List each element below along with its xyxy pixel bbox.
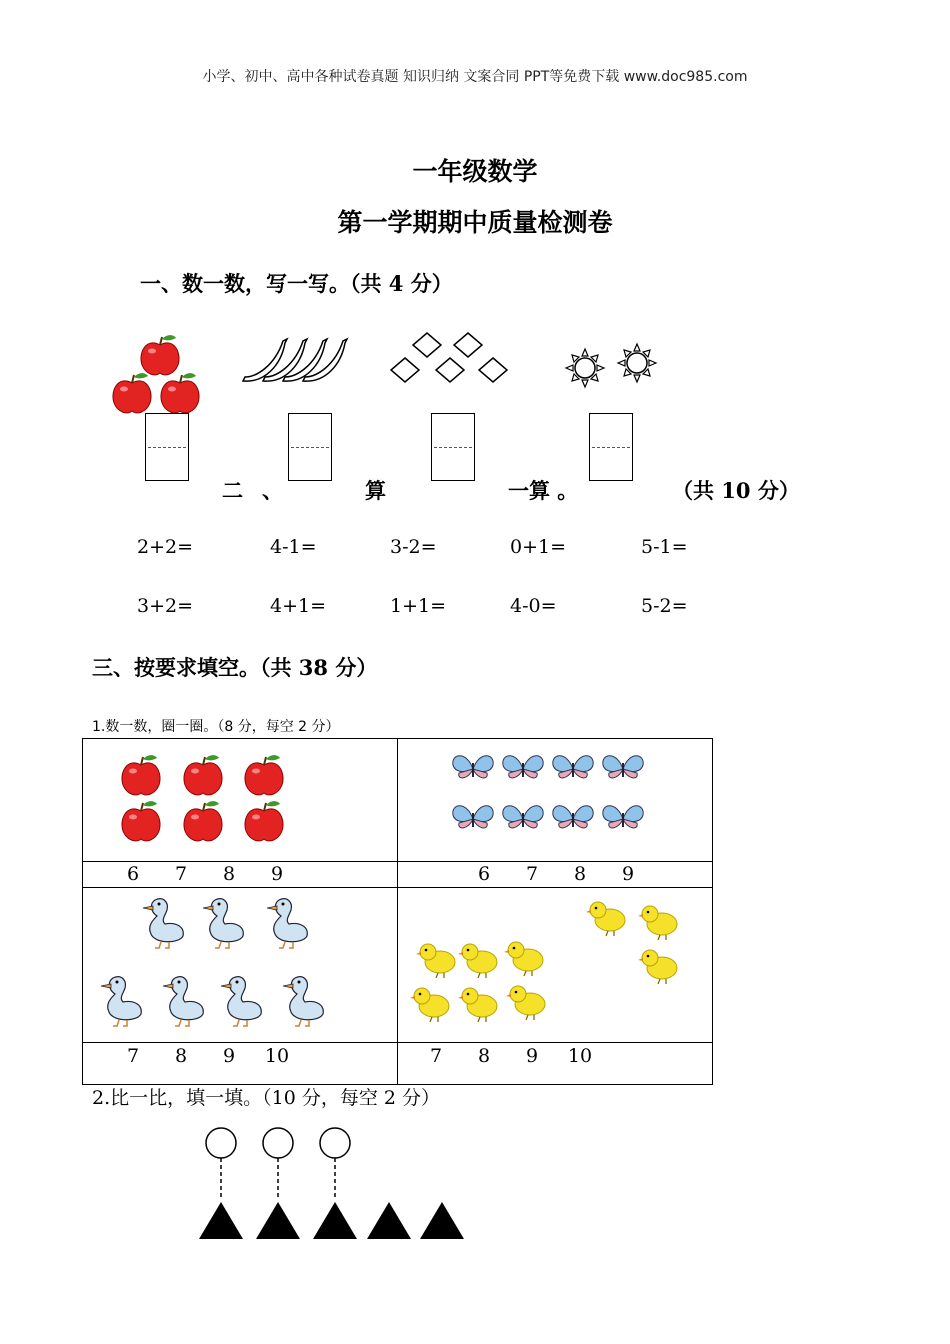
- calc-item: 4-1=: [270, 536, 317, 558]
- q1-label: 1.数一数，圈一圈。（8 分，每空 2 分）: [92, 719, 340, 735]
- ducks-options-cell: [83, 1043, 398, 1085]
- counting-table: [82, 738, 713, 1085]
- calc-item: 3-2=: [390, 536, 437, 558]
- circles-row: [206, 1128, 350, 1158]
- option-number[interactable]: 9: [222, 1045, 236, 1067]
- option-number[interactable]: 8: [174, 1045, 188, 1067]
- triangle-shape: [367, 1202, 411, 1239]
- circle-shape: [206, 1128, 236, 1158]
- option-number[interactable]: 8: [573, 863, 587, 885]
- section2-heading-part5: （共 10 分）: [672, 478, 800, 503]
- chicks-picture: [398, 888, 712, 1038]
- ducks-picture: [83, 888, 397, 1038]
- diamonds-group: [391, 333, 507, 382]
- suns-group: [566, 344, 656, 387]
- calc-item: 1+1=: [390, 595, 447, 617]
- q2-label: 2.比一比，填一填。（10 分，每空 2 分）: [92, 1087, 441, 1109]
- page-subtitle: 第一学期期中质量检测卷: [337, 208, 613, 237]
- option-number[interactable]: 10: [567, 1045, 593, 1067]
- apples-cell: [83, 739, 398, 862]
- section2-heading-part1: 二: [222, 478, 243, 503]
- site-header-text: 小学、初中、高中各种试卷真题 知识归纳 文案合同 PPT等免费下载 www.doc985.com: [202, 69, 748, 85]
- calc-item: 2+2=: [137, 536, 194, 558]
- triangle-shape: [199, 1202, 243, 1239]
- option-number[interactable]: 9: [525, 1045, 539, 1067]
- option-number[interactable]: 10: [264, 1045, 290, 1067]
- triangles-row: [199, 1202, 464, 1239]
- apples-options-cell: [83, 862, 398, 888]
- apples-group: [113, 335, 199, 413]
- answer-box-bananas[interactable]: [288, 413, 332, 481]
- option-number[interactable]: 6: [477, 863, 491, 885]
- option-number[interactable]: 9: [270, 863, 284, 885]
- butterflies-picture: [398, 739, 712, 857]
- option-number[interactable]: 7: [126, 1045, 140, 1067]
- section1-pictures: [100, 325, 720, 420]
- option-number[interactable]: 9: [621, 863, 635, 885]
- circle-shape: [263, 1128, 293, 1158]
- calc-item: 4+1=: [270, 595, 327, 617]
- section3-heading: 三、按要求填空。（共 38 分）: [92, 655, 378, 680]
- calc-item: 5-2=: [641, 595, 688, 617]
- chicks-cell: [398, 888, 713, 1043]
- section2-heading-part2: 、: [262, 478, 283, 503]
- compare-figure: [190, 1125, 480, 1245]
- section2-heading-part4: 一算 。: [508, 478, 579, 503]
- option-number[interactable]: 8: [477, 1045, 491, 1067]
- chicks-options-cell: [398, 1043, 713, 1085]
- option-number[interactable]: 7: [525, 863, 539, 885]
- ducks-cell: [83, 888, 398, 1043]
- triangle-shape: [313, 1202, 357, 1239]
- option-number[interactable]: 7: [174, 863, 188, 885]
- calc-item: 5-1=: [641, 536, 688, 558]
- apples-picture: [83, 739, 397, 857]
- triangle-shape: [420, 1202, 464, 1239]
- answer-box-apples[interactable]: [145, 413, 189, 481]
- calc-item: 3+2=: [137, 595, 194, 617]
- answer-box-diamonds[interactable]: [431, 413, 475, 481]
- option-number[interactable]: 6: [126, 863, 140, 885]
- section2-heading-part3: 算: [365, 478, 386, 503]
- option-number[interactable]: 8: [222, 863, 236, 885]
- page-title: 一年级数学: [412, 157, 538, 186]
- butterflies-cell: [398, 739, 713, 862]
- triangle-shape: [256, 1202, 300, 1239]
- dashed-connectors: [221, 1158, 335, 1200]
- bananas-group: [243, 339, 347, 381]
- option-number[interactable]: 7: [429, 1045, 443, 1067]
- section1-heading: 一、数一数，写一写。（共 4 分）: [140, 271, 453, 296]
- circle-shape: [320, 1128, 350, 1158]
- calc-item: 4-0=: [510, 595, 557, 617]
- calc-item: 0+1=: [510, 536, 567, 558]
- answer-box-suns[interactable]: [589, 413, 633, 481]
- butterflies-options-cell: [398, 862, 713, 888]
